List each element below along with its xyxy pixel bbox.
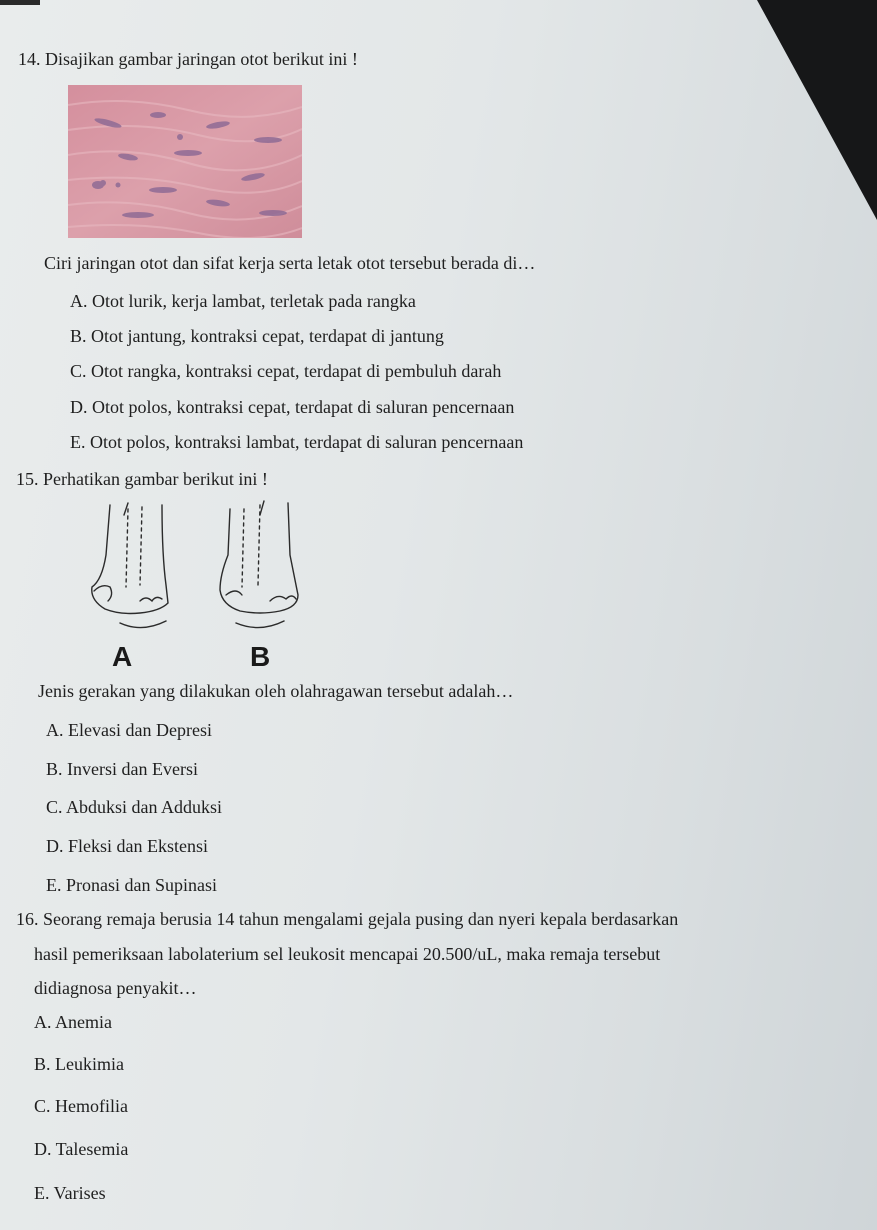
q16-option-d[interactable]: D. Talesemia [34, 1139, 129, 1159]
q15-title: 15. Perhatikan gambar berikut ini ! [16, 469, 268, 489]
figure-label-b: B [250, 641, 271, 672]
q15-prompt: Jenis gerakan yang dilakukan oleh olahragawan tersebut adalah… [38, 681, 514, 701]
q16-option-b[interactable]: B. Leukimia [34, 1054, 124, 1074]
q16-option-a[interactable]: A. Anemia [34, 1012, 112, 1032]
q15-option-a[interactable]: A. Elevasi dan Depresi [46, 720, 212, 740]
q15-option-b[interactable]: B. Inversi dan Eversi [46, 759, 198, 779]
q16-option-e[interactable]: E. Varises [34, 1183, 106, 1203]
q14-option-c[interactable]: C. Otot rangka, kontraksi cepat, terdapat di pembuluh darah [70, 361, 502, 381]
q16-line-1: 16. Seorang remaja berusia 14 tahun mengalami gejala pusing dan nyeri kepala berdasarkan [16, 909, 679, 929]
q14-option-a[interactable]: A. Otot lurik, kerja lambat, terletak pada rangka [70, 291, 416, 311]
q14-option-b[interactable]: B. Otot jantung, kontraksi cepat, terdapat di jantung [70, 326, 444, 346]
dark-corner [757, 0, 877, 220]
q14-title: 14. Disajikan gambar jaringan otot berikut ini ! [18, 49, 358, 69]
smooth-muscle-image [68, 85, 302, 238]
q14-option-e[interactable]: E. Otot polos, kontraksi lambat, terdapat di saluran pencernaan [70, 432, 524, 452]
q16-line-3: didiagnosa penyakit… [34, 978, 197, 998]
q14-prompt: Ciri jaringan otot dan sifat kerja serta letak otot tersebut berada di… [44, 253, 536, 273]
q16-line-2: hasil pemeriksaan labolaterium sel leukosit mencapai 20.500/uL, maka remaja tersebut [34, 944, 661, 964]
q16-option-c[interactable]: C. Hemofilia [34, 1096, 128, 1116]
q15-option-d[interactable]: D. Fleksi dan Ekstensi [46, 836, 208, 856]
q14-option-d[interactable]: D. Otot polos, kontraksi cepat, terdapat di saluran pencernaan [70, 397, 515, 417]
figure-label-a: A [112, 641, 133, 672]
dark-edge [0, 0, 40, 5]
q15-option-c[interactable]: C. Abduksi dan Adduksi [46, 797, 223, 817]
q15-option-e[interactable]: E. Pronasi dan Supinasi [46, 875, 217, 895]
